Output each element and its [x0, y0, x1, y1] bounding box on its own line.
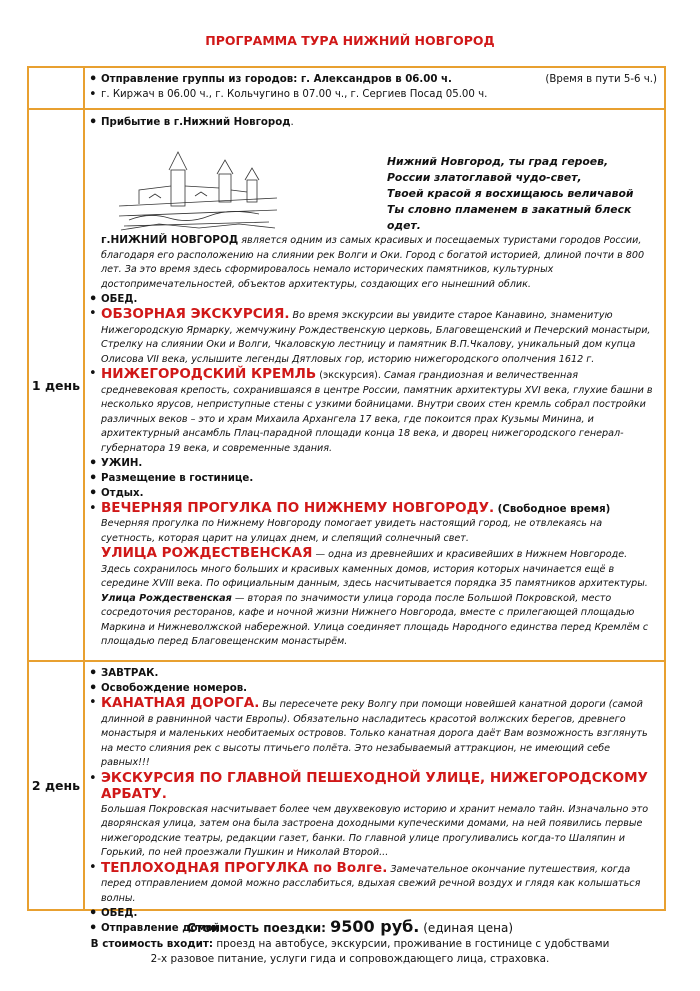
includes-label: В стоимость входит: — [90, 938, 214, 950]
page-title: ПРОГРАММА ТУРА НИЖНИЙ НОВГОРОД — [205, 33, 495, 48]
evening-walk-text: Вечерняя прогулка по Нижнему Новгороду помогает увидеть настоящий город, не отвлекаясь на суетность, которая царит на улицах днем, и слепящий солнечный свет. — [101, 518, 603, 544]
departure-home-item: • Отправление домой. — [89, 921, 657, 936]
lunch-item-day2: • ОБЕД. — [89, 906, 657, 921]
city-name: г.НИЖНИЙ НОВГОРОД — [101, 234, 239, 246]
departure-line-2: • г. Киржач в 06.00 ч., г. Кольчугино в 07.00 ч., г. Сергиев Посад 05.00 ч. — [89, 87, 657, 102]
kremlin-note: (экскурсия). — [316, 370, 381, 381]
departure-cell — [89, 72, 657, 102]
poem-line: Нижний Новгород, ты град героев, — [387, 155, 609, 168]
includes-block — [0, 937, 700, 967]
day2-cell — [89, 666, 657, 936]
arrival-item — [89, 115, 657, 130]
street-bold: Улица Рождественская — [101, 592, 232, 604]
poem-line: России златоглавой чудо-свет, — [387, 171, 582, 184]
row-divider — [29, 108, 664, 110]
breakfast-item: • ЗАВТРАК. — [89, 666, 657, 681]
hotel-item: • Размещение в гостинице. — [89, 471, 657, 486]
poem-line: Твоей красой я восхищаюсь величавой — [387, 187, 634, 200]
overview-tour-text: Во время экскурсии вы увидите старое Канавино, знаменитую Нижегородскую Ярмарку, жемчужину Рождественскую церковь, Благовещенский и Печерский монастыри, Стрелку на слиянии Оки и Волги, Чкаловскую лестницу и памятник В.П.Чкалову, уникальный дом купца Олисова VII века, услышите легенды Дятловых гор, историю нижегородского ополчения 1612 г. — [101, 310, 651, 365]
includes-text: проезд на автобусе, экскурсии, проживание в гостинице с удобствами — [213, 938, 610, 950]
poem-line: Ты словно пламенем в закатный блеск одет. — [387, 203, 632, 232]
arbat-item — [89, 771, 657, 803]
price-note: (единая цена) — [419, 921, 514, 935]
evening-walk-note: (Свободное время) — [494, 504, 611, 515]
departure-line-1 — [89, 72, 657, 87]
cable-car-title: КАНАТНАЯ ДОРОГА. — [101, 695, 260, 711]
city-intro — [89, 233, 657, 292]
boat-trip-text: Замечательное окончание путешествия, когда перед отправлением домой можно расслабиться, вдыхая свежий речной воздух и глядя как колышаться волны. — [101, 863, 641, 904]
rest-item: • Отдых. — [89, 486, 657, 501]
evening-walk-item — [89, 501, 657, 517]
price-label: Стоимость поездки: — [186, 921, 331, 935]
boat-trip-title: ТЕПЛОХОДНАЯ ПРОГУЛКА по Волге. — [101, 859, 388, 876]
street-text-2: — вторая по значимости улица города после Большой Покровской, место сосредоточия ресторанов, кафе и ночной жизни Нижнего Новгорода, вместе с прилегающей площадью Маркина и Нижневолжской набережной. Улица соединяет площадь Народного единства перед Кремлём с площадью перед Благовещенским монастырём. — [101, 592, 649, 647]
kremlin-sketch-image — [119, 146, 277, 232]
row-divider — [29, 660, 664, 662]
cable-car-item — [89, 696, 657, 771]
checkout-item: • Освобождение номеров. — [89, 681, 657, 696]
street-item — [89, 546, 657, 650]
street-text: — одна из древнейших и красивейших в Нижнем Новгороде. Здесь сохранилось много больших и красивых каменных домов, история которых начинается ещё в середине XVIII века. По официальным данным, здесь насчитывается порядка 35 памятников архитектуры. — [101, 549, 648, 589]
departure-text: Отправление группы из городов: г. Александров в 06.00 ч. — [101, 74, 452, 85]
kremlin-item — [89, 367, 657, 456]
dinner-item: • УЖИН. — [89, 456, 657, 471]
price-line — [0, 917, 700, 936]
travel-time-note: (Время в пути 5-6 ч.) — [545, 74, 657, 85]
day1-label: 1 день — [29, 109, 85, 661]
day1-cell — [89, 115, 657, 655]
day2-label: 2 день — [29, 661, 85, 909]
includes-text-2: 2-х разовое питание, услуги гида и сопровождающего лица, страховка. — [150, 953, 550, 965]
overview-tour-item — [89, 307, 657, 367]
arrival-dot: . — [290, 117, 294, 128]
arbat-title: ЭКСКУРСИЯ ПО ГЛАВНОЙ ПЕШЕХОДНОЙ УЛИЦЕ, НИЖЕГОРОДСКОМУ АРБАТУ. — [101, 769, 648, 802]
boat-trip-item — [89, 861, 657, 907]
poem — [387, 154, 657, 234]
evening-walk-title: ВЕЧЕРНЯЯ ПРОГУЛКА ПО НИЖНЕМУ НОВГОРОДУ. — [101, 500, 495, 516]
kremlin-title: НИЖЕГОРОДСКИЙ КРЕМЛЬ — [101, 366, 317, 382]
cable-car-text: Вы пересечете реку Волгу при помощи новейшей канатной дороги (самой длинной в равнинной части Европы). Обязательно насладитесь красотой волжских берегов, древнего монастыря и маленьких необитаемых островов. Только канатная дорога даёт Вам возможность взглянуть на место слияния рек с высоты птичьего полёта. Это незабываемый аттракцион, не имеющий себе равных!!! — [101, 699, 648, 768]
overview-tour-title: ОБЗОРНАЯ ЭКСКУРСИЯ. — [101, 306, 290, 322]
lunch-item: • ОБЕД. — [89, 292, 657, 307]
departure-day-cell — [29, 68, 85, 109]
arbat-text: Большая Покровская насчитывает более чем двухвековую историю и хранит немало тайн. Изначально это дворянская улица, затем она была застроена доходными купеческими домами, на ней появились первые нижегородские театры, редакции газет, банки. По главной улице прогуливались когда-то Шаляпин и Горький, по ней проезжали Пушкин и Николай Второй... — [101, 803, 649, 858]
kremlin-text: Самая грандиозная и величественная средневековая крепость, сохранившаяся в центре России, памятник архитектуры XVI века, глухие башни в несколько ярусов, неприступные стены с узкими бойницами. Внутри своих стен кремль собрал постройки различных веков – это и храм Михаила Архангела 17 века, где покоится прах Кузьмы Минина, и архитектурный ансамбль Плац-парадной площади конца 18 века, и дворец нижегородского генерал-губернатора 19 века, и современные здания. — [101, 370, 653, 454]
street-title: УЛИЦА РОЖДЕСТВЕНСКАЯ — [101, 545, 313, 561]
price-value: 9500 руб. — [330, 917, 420, 936]
arrival-text: Прибытие в г.Нижний Новгород — [101, 117, 291, 128]
city-intro-text: является одним из самых красивых и посещаемых туристами городов России, благодаря его расположению на слиянии рек Волги и Оки. Город с богатой историей, длиной почти в 800 лет. За это время здесь сформировалось немало исторических памятников, культурных достопримечательностей, объектов архитектуры, создающих его нынешний облик. — [101, 235, 645, 290]
